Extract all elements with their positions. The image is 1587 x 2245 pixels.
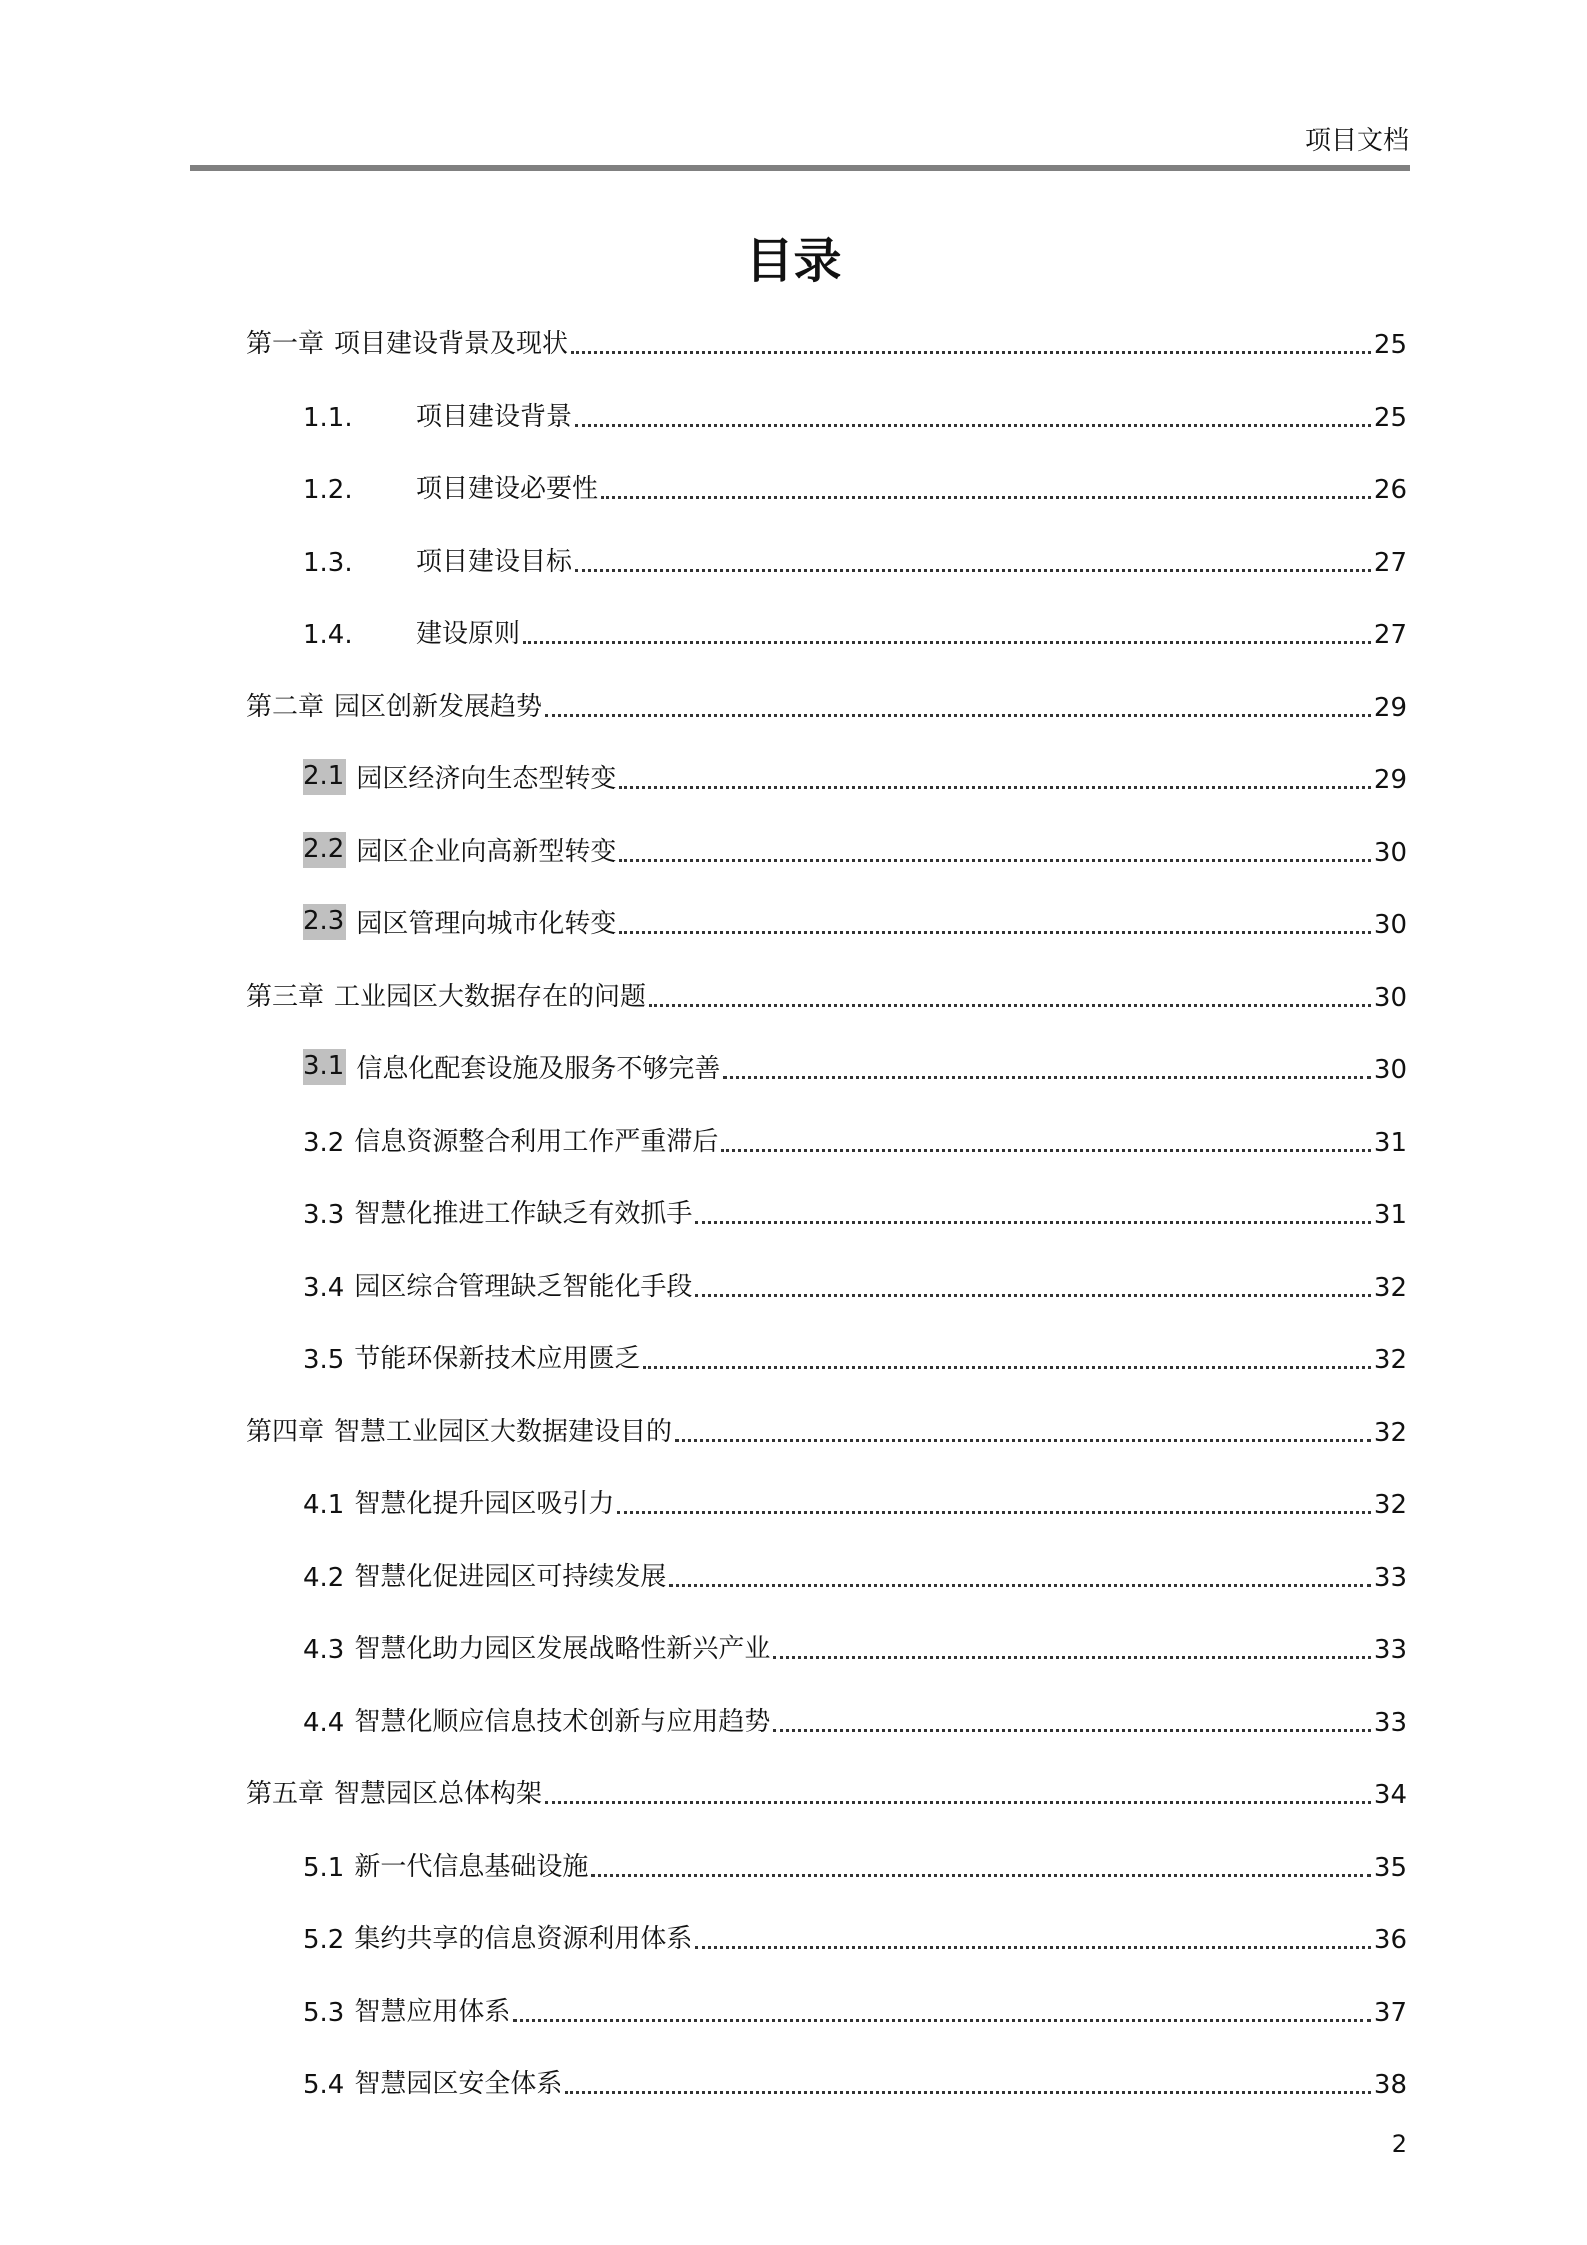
toc-entry-page: 31 bbox=[1373, 1200, 1407, 1230]
dot-leader bbox=[575, 569, 1371, 572]
toc-entry-label: 智慧化助力园区发展战略性新兴产业 bbox=[354, 1634, 771, 1664]
toc-entry-number: 2.1 bbox=[303, 759, 346, 795]
toc-entry[interactable] bbox=[303, 2060, 1407, 2100]
page-number: 2 bbox=[1391, 2130, 1407, 2158]
toc-entry-number: 5.3 bbox=[303, 1997, 345, 2028]
toc-entry-number: 第四章 bbox=[246, 1416, 325, 1447]
toc-entry-label: 智慧园区安全体系 bbox=[354, 2069, 563, 2099]
toc-entry[interactable] bbox=[303, 1263, 1407, 1303]
toc-entry-page: 30 bbox=[1373, 1055, 1407, 1085]
toc-entry-label: 项目建设背景 bbox=[416, 401, 573, 432]
toc-entry-label: 智慧应用体系 bbox=[354, 1996, 511, 2027]
toc-entry-page: 33 bbox=[1373, 1635, 1407, 1665]
toc-entry-number: 1.3. bbox=[303, 547, 353, 578]
toc-entry-page: 33 bbox=[1373, 1562, 1407, 1593]
toc-entry-label: 园区创新发展趋势 bbox=[334, 691, 543, 722]
dot-leader bbox=[721, 1149, 1371, 1152]
toc-entry-number: 1.4. bbox=[303, 620, 353, 650]
toc-entry-label: 信息化配套设施及服务不够完善 bbox=[356, 1054, 721, 1084]
toc-entry-number: 第一章 bbox=[246, 329, 325, 359]
toc-entry-label: 信息资源整合利用工作严重滞后 bbox=[354, 1126, 719, 1157]
toc-entry-label: 智慧化提升园区吸引力 bbox=[354, 1489, 615, 1519]
toc-entry-label: 集约共享的信息资源利用体系 bbox=[354, 1924, 693, 1954]
toc-entry[interactable] bbox=[303, 828, 1407, 868]
toc-entry-page: 30 bbox=[1373, 910, 1407, 940]
toc-entry[interactable] bbox=[303, 1118, 1407, 1158]
toc-entry-number: 3.1 bbox=[303, 1049, 346, 1085]
toc-entry-page: 25 bbox=[1373, 402, 1407, 433]
running-header: 项目文档 bbox=[1304, 126, 1409, 156]
toc-entry-number: 第三章 bbox=[246, 981, 325, 1012]
toc-entry-number: 3.4 bbox=[303, 1272, 345, 1303]
toc-entry-page: 31 bbox=[1373, 1127, 1407, 1158]
toc-entry[interactable] bbox=[303, 465, 1407, 505]
toc-entry-label: 智慧化促进园区可持续发展 bbox=[354, 1561, 667, 1592]
toc-entry[interactable] bbox=[246, 1408, 1407, 1448]
toc-entry[interactable] bbox=[303, 1843, 1407, 1883]
toc-entry-page: 32 bbox=[1373, 1417, 1407, 1448]
toc-entry-number: 2.2 bbox=[303, 832, 346, 868]
dot-leader bbox=[545, 714, 1371, 717]
toc-entry-label: 智慧化顺应信息技术创新与应用趋势 bbox=[354, 1706, 771, 1737]
toc-entry[interactable] bbox=[246, 973, 1407, 1013]
toc-entry-label: 工业园区大数据存在的问题 bbox=[334, 981, 647, 1012]
dot-leader bbox=[773, 1656, 1371, 1659]
toc-entry[interactable] bbox=[303, 1553, 1407, 1593]
dot-leader bbox=[571, 351, 1371, 354]
toc-entry[interactable] bbox=[303, 1625, 1407, 1665]
dot-leader bbox=[643, 1366, 1371, 1369]
dot-leader bbox=[619, 859, 1371, 862]
dot-leader bbox=[617, 1511, 1371, 1514]
toc-entry-label: 智慧化推进工作缺乏有效抓手 bbox=[354, 1199, 693, 1229]
dot-leader bbox=[619, 931, 1371, 934]
toc-entry[interactable] bbox=[303, 755, 1407, 795]
dot-leader bbox=[723, 1076, 1371, 1079]
toc-entry[interactable] bbox=[303, 1045, 1407, 1085]
toc-entry-page: 33 bbox=[1373, 1707, 1407, 1738]
dot-leader bbox=[545, 1801, 1371, 1804]
toc-entry-number: 3.5 bbox=[303, 1345, 345, 1375]
toc-entry-page: 35 bbox=[1373, 1852, 1407, 1883]
toc-entry-number: 3.2 bbox=[303, 1127, 345, 1158]
dot-leader bbox=[601, 496, 1371, 499]
dot-leader bbox=[591, 1874, 1371, 1877]
dot-leader bbox=[695, 1221, 1371, 1224]
toc-entry[interactable] bbox=[246, 683, 1407, 723]
toc-entry-page: 29 bbox=[1373, 765, 1407, 795]
toc-entry[interactable] bbox=[303, 900, 1407, 940]
toc-entry-label: 建设原则 bbox=[416, 619, 521, 649]
toc-entry-number: 2.3 bbox=[303, 904, 346, 940]
toc-entry-page: 32 bbox=[1373, 1490, 1407, 1520]
toc-entry-label: 智慧工业园区大数据建设目的 bbox=[334, 1416, 673, 1447]
toc-entry[interactable] bbox=[303, 1335, 1407, 1375]
dot-leader bbox=[773, 1729, 1371, 1732]
toc-entry[interactable] bbox=[303, 1698, 1407, 1738]
toc-entry-number: 5.1 bbox=[303, 1852, 345, 1883]
toc-entry[interactable] bbox=[303, 1190, 1407, 1230]
toc-entry-number: 1.2. bbox=[303, 475, 353, 505]
toc-entry-page: 29 bbox=[1373, 692, 1407, 723]
toc-entry-label: 园区综合管理缺乏智能化手段 bbox=[354, 1271, 693, 1302]
toc-entry-number: 4.2 bbox=[303, 1562, 345, 1593]
toc-entry-page: 27 bbox=[1373, 620, 1407, 650]
toc-entry[interactable] bbox=[246, 320, 1407, 360]
toc-entry-label: 项目建设必要性 bbox=[416, 474, 599, 504]
toc-entry-page: 25 bbox=[1373, 330, 1407, 360]
dot-leader bbox=[649, 1004, 1371, 1007]
toc-entry-number: 4.1 bbox=[303, 1490, 345, 1520]
toc-entry-label: 园区企业向高新型转变 bbox=[356, 836, 617, 867]
toc-entry[interactable] bbox=[303, 1915, 1407, 1955]
toc-entry-number: 第二章 bbox=[246, 691, 325, 722]
toc-entry-number: 5.4 bbox=[303, 2070, 345, 2100]
dot-leader bbox=[575, 424, 1371, 427]
dot-leader bbox=[619, 786, 1371, 789]
toc-entry-label: 节能环保新技术应用匮乏 bbox=[354, 1344, 641, 1374]
dot-leader bbox=[669, 1584, 1371, 1587]
dot-leader bbox=[675, 1439, 1371, 1442]
toc-entry-page: 38 bbox=[1373, 2070, 1407, 2100]
page-title: 目录 bbox=[745, 233, 842, 289]
dot-leader bbox=[513, 2019, 1371, 2022]
toc-entry-page: 32 bbox=[1373, 1345, 1407, 1375]
header-rule bbox=[190, 165, 1410, 171]
toc-entry-number: 第五章 bbox=[246, 1779, 325, 1809]
toc-entry-label: 项目建设目标 bbox=[416, 546, 573, 577]
toc-entry-number: 4.3 bbox=[303, 1635, 345, 1665]
dot-leader bbox=[695, 1946, 1371, 1949]
toc-entry-label: 智慧园区总体构架 bbox=[334, 1779, 543, 1809]
toc-entry-page: 30 bbox=[1373, 982, 1407, 1013]
dot-leader bbox=[695, 1294, 1371, 1297]
toc-entry[interactable] bbox=[303, 1480, 1407, 1520]
toc-entry-page: 27 bbox=[1373, 547, 1407, 578]
toc-entry-number: 5.2 bbox=[303, 1925, 345, 1955]
dot-leader bbox=[523, 641, 1371, 644]
toc-entry-page: 30 bbox=[1373, 837, 1407, 868]
toc-entry-page: 37 bbox=[1373, 1997, 1407, 2028]
toc-entry-label: 园区经济向生态型转变 bbox=[356, 764, 617, 794]
toc-entry-page: 34 bbox=[1373, 1780, 1407, 1810]
toc-entry-page: 36 bbox=[1373, 1925, 1407, 1955]
toc-entry-number: 1.1. bbox=[303, 402, 353, 433]
toc-entry[interactable] bbox=[303, 393, 1407, 433]
toc-entry-page: 26 bbox=[1373, 475, 1407, 505]
toc-entry[interactable] bbox=[246, 1770, 1407, 1810]
toc-entry[interactable] bbox=[303, 538, 1407, 578]
toc-entry-label: 项目建设背景及现状 bbox=[334, 329, 569, 359]
toc-entry[interactable] bbox=[303, 610, 1407, 650]
toc-entry[interactable] bbox=[303, 1988, 1407, 2028]
dot-leader bbox=[565, 2091, 1371, 2094]
toc-entry-label: 新一代信息基础设施 bbox=[354, 1851, 589, 1882]
toc-entry-label: 园区管理向城市化转变 bbox=[356, 909, 617, 939]
toc-entry-page: 32 bbox=[1373, 1272, 1407, 1303]
toc-entry-number: 3.3 bbox=[303, 1200, 345, 1230]
toc-entry-number: 4.4 bbox=[303, 1707, 345, 1738]
